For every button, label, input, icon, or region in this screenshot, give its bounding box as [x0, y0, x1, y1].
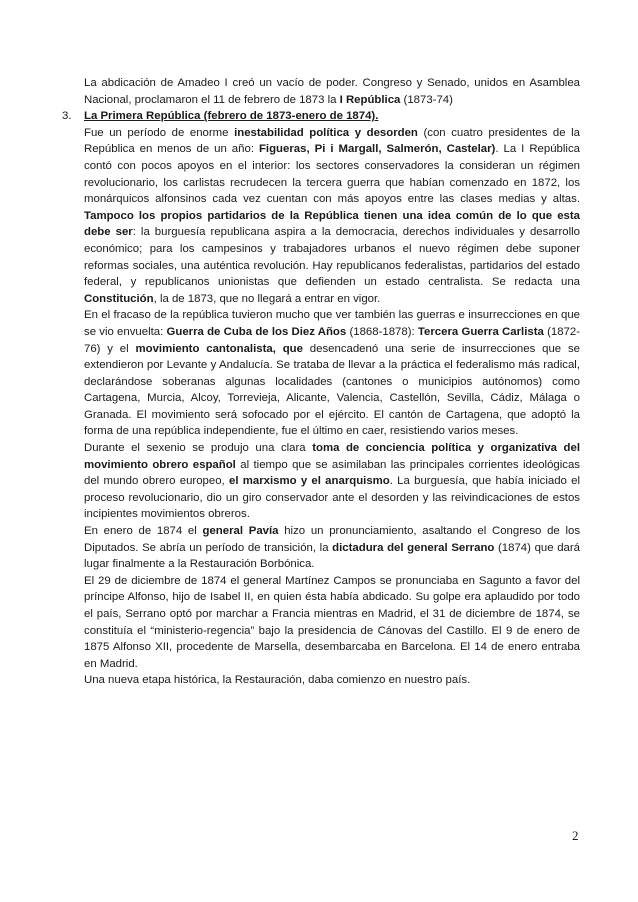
section-heading: La Primera República (febrero de 1873-enero de 1874). [84, 110, 379, 123]
p4-bold-1: general Pavía [202, 525, 279, 538]
p3-text-1: Durante el sexenio se produjo una clara [84, 442, 313, 455]
paragraph-1 [84, 125, 580, 308]
p2-text-2: (1868-1878): [346, 325, 418, 338]
p2-bold-1: Guerra de Cuba de los Diez Años [166, 325, 347, 338]
p5-text-1: El 29 de diciembre de 1874 el general Martínez Campos se pronunciaba en Sagunto a favor del príncipe Alfonso, hijo de Isabel II, en quien ésta había abdicado. Su golpe era aplaudido por todo el país, Serrano optó por marchar a Francia mientras en Madrid, el 31 de diciembre de 1874, se constituía el “ministerio-regencia” bajo la presidencia de Cánovas del Castillo. El 9 de enero de 1875 Alfonso XII, procedente de Marsella, desembarcaba en Barcelona. El 14 de enero entraba en Madrid. [84, 574, 580, 670]
p4-bold-2: dictadura del general Serrano [332, 541, 495, 554]
p1-bold-4: Constitución [84, 292, 154, 305]
p1-bold-2: Figueras, Pi i Margall, Salmerón, Castelar) [258, 143, 496, 156]
intro-text-2: (1873-74) [400, 93, 453, 106]
intro-paragraph [84, 75, 580, 108]
p1-bold-1: inestabilidad política y desorden [234, 126, 418, 139]
p6-text-1: Una nueva etapa histórica, la Restauración, daba comienzo en nuestro país. [84, 674, 471, 687]
page-number: 2 [572, 828, 579, 843]
p1-text-3: . La I República contó con pocos apoyos en el interior: los sectores conservadores la consideran un régimen revolucionario, los carlistas recrudecen la tercera guerra que habían comenzado en 1872, los monárquicos alfonsinos cada vez cuentan con más apoyos entre las clases medias y altas. [84, 143, 580, 206]
p4-text-2: hizo un pronunciamiento, asaltando el Congreso de los Diputados. Se abría un período de transición, la [84, 525, 581, 554]
paragraph-2 [84, 307, 580, 440]
p1-text-2: (con cuatro presidentes de la República en menos de un año: [84, 126, 580, 156]
p1-text-5: , la de 1873, que no llegará a entrar en vigor. [153, 292, 381, 305]
document-body [62, 75, 581, 689]
p3-text-2: al tiempo que se asimilaban las principales corrientes ideológicas del mundo obrero europeo, [84, 458, 580, 488]
paragraph-5 [84, 573, 580, 673]
p3-text-3: . La burguesía, que había iniciado el proceso revolucionario, dio un giro conservador ante el desorden y las reivindicaciones de estos incipientes movimientos obreros. [84, 475, 580, 521]
section-number: 3. [62, 110, 72, 123]
p2-text-4: desencadenó una serie de insurrecciones que se extendieron por Levante y Andalucía. Se trataba de llevar a la práctica el federalismo más radical, declarándose soberanas algunas localidades (cantones o municipios autónomos) como Cartagena, Murcia, Alcoy, Torrevieja, Alicante, Valencia, Castellón, Sevilla, Cádiz, Málaga o Granada. El movimiento será sofocado por el ejército. El cantón de Cartagena, que adoptó la forma de una república independiente, fue el último en caer, resistiendo varios meses. [84, 342, 580, 438]
p3-bold-1: toma de conciencia política y organizativa del movimiento obrero español [84, 442, 580, 471]
p1-text-4: : la burguesía republicana aspira a la democracia, derechos individuales y desarrollo económico; para los campesinos y trabajadores urbanos el nuevo régimen debe suponer reformas sociales, una auténtica revolución. Hay republicanos federalistas, partidarios del estado federal, y republicanos unionistas que defienden un estado centralista. Se redacta una [84, 226, 580, 289]
p2-bold-2: Tercera Guerra Carlista [417, 325, 544, 338]
intro-bold-1: I República [339, 93, 401, 106]
p4-text-3: (1874) que dará lugar finalmente a la Restauración Borbónica. [84, 541, 581, 571]
paragraph-6 [84, 672, 580, 689]
paragraph-3 [84, 440, 580, 523]
p2-text-3: (1872-76) y el [84, 325, 580, 355]
p3-bold-2: el marxismo y el anarquismo [228, 475, 390, 488]
paragraph-4 [84, 523, 580, 573]
p1-bold-3: Tampoco los propios partidarios de la República tienen una idea común de lo que esta debe ser [84, 209, 580, 239]
p1-text-1: Fue un período de enorme [84, 126, 235, 139]
section-3 [62, 108, 580, 125]
p2-bold-3: movimiento cantonalista, que [135, 342, 303, 355]
intro-text-1: La abdicación de Amadeo I creó un vacío de poder. Congreso y Senado, unidos en Asamblea Nacional, proclamaron el 11 de febrero de 1873 la [84, 77, 580, 106]
p4-text-1: En enero de 1874 el [84, 525, 203, 538]
p2-text-1: En el fracaso de la república tuvieron mucho que ver también las guerras e insurrecciones en que se vio envuelta: [84, 309, 580, 338]
